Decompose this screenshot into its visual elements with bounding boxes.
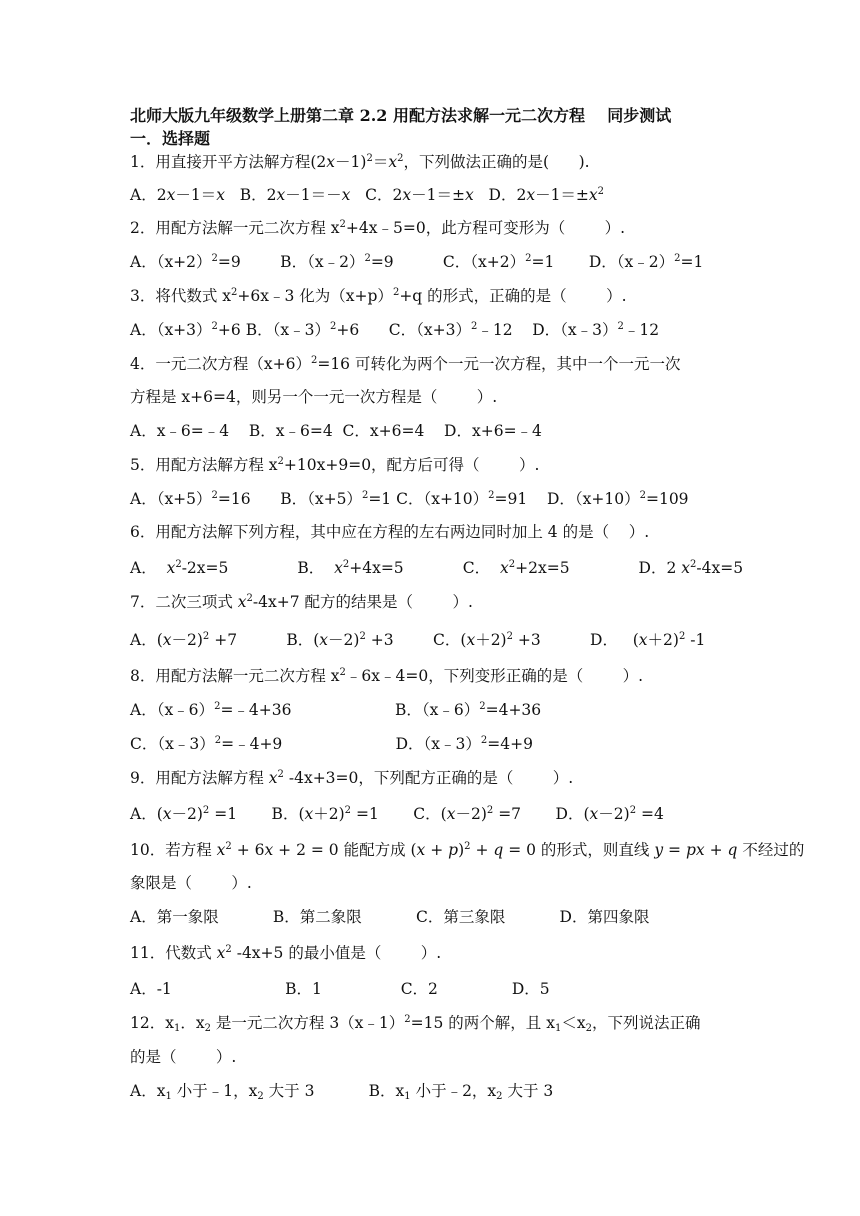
text-line: 7．二次三项式 $x^2-4x+7$ 配方的结果是（ ）. [130, 593, 473, 611]
text-line: A．$(x-2)^2 =1$ B．$(x+2)^2 =1$ C．$(x-2)^2 =7$ D．$(x-2)^2 =4$ [130, 805, 664, 823]
text-line: A．$(x+3)^2+6$ B．（x﹣3）$^2$+6 C．$(x+3)^2﹣12$ D．（x﹣3）$^2$﹣12 [130, 321, 660, 339]
section-heading: 一．选择题 [130, 129, 211, 148]
text-line: 6．用配方法解下列方程，其中应在方程的左右两边同时加上 4 的是（ ）. [130, 523, 650, 541]
text-line: 8．用配方法解一元二次方程 $x^2﹣6x﹣4=0$，下列变形正确的是（ ）. [130, 667, 644, 685]
text-line: A． $x^2-2x=5$ B． $x^2+4x=5$ C． $x^2+2x=5$ D．2 $x^2-4x=5$ [130, 559, 744, 577]
text-line: 2．用配方法解一元二次方程 $x^2+4x﹣5=0$，此方程可变形为（ ）. [130, 219, 626, 237]
text-line: 的是（ ）. [130, 1048, 237, 1066]
document-title: 北师大版九年级数学上册第二章 2.2 用配方法求解一元二次方程 同步测试 [130, 106, 672, 125]
text-line: A．$(x+2)^2=9$ B．（x﹣2）$^2$=9 C．$(x+2)^2=1$ D．（x﹣2）$^2$=1 [130, 253, 704, 271]
text-line: A．（x﹣6）$^2$=﹣4+36 B．（x﹣6）$^2$=4+36 [130, 701, 542, 719]
text-line: 9．用配方法解方程 $x^2$ -4x+3=0，下列配方正确的是（ ）. [130, 769, 574, 787]
text-line: 方程是 x+6=4，则另一个一元一次方程是（ ）. [130, 388, 498, 406]
text-line: A．$(x-2)^2 +7$ B．$(x-2)^2 +3$ C．$(x+2)^2 +3$ D． $(x+2)^2$ -1 [130, 631, 706, 649]
text-line: A．2x－1＝x B．2x－1＝－x C．2x－1＝±x D．$2x-1=\pm x^2$ [130, 186, 605, 204]
text-line: 12．$x_1$．$x_2$ 是一元二次方程 3（x﹣1）$^2$=15 的两个解，且 $x_1<x_2$，下列说法正确 [130, 1014, 701, 1034]
text-line: 3．将代数式 $x^2+6x﹣3$ 化为$(x+p)^2+q$ 的形式，正确的是（ ）. [130, 287, 627, 305]
text-line: A．第一象限 B．第二象限 C．第三象限 D．第四象限 [130, 908, 650, 926]
text-line: A．$(x+5)^2=16$ B．$(x+5)^2=1$ C．$(x+10)^2=91$ D．$(x+10)^2=109$ [130, 490, 689, 508]
text-line: A．-1 B．1 C．2 D．5 [130, 980, 550, 998]
text-line: A．x﹣6=﹣4 B．x﹣6=4 C．x+6=4 D．x+6=﹣4 [130, 422, 542, 440]
text-line: 5．用配方法解方程 $x^2+10x+9=0$，配方后可得（ ）. [130, 456, 540, 474]
text-line: 象限是（ ）. [130, 874, 252, 892]
text-line: 10．若方程 $x^2 + 6x + 2 = 0$ 能配方成 $(x + p)^2 + q = 0$ 的形式，则直线 y = px + q 不经过的 [130, 841, 805, 859]
text-line: C．（x﹣3）$^2$=﹣4+9 D．（x﹣3）$^2$=4+9 [130, 735, 533, 753]
text-line: A．$x_1$ 小于﹣1，$x_2$ 大于 3 B．$x_1$ 小于﹣2，$x_2$ 大于 3 [130, 1082, 554, 1102]
text-line: 1．用直接开平方法解方程$(2x-1)^2=x^2$，下列做法正确的是( ). [130, 153, 590, 171]
text-line: 11．代数式 $x^2$ -4x+5 的最小值是（ ）. [130, 944, 442, 962]
text-line: 4．一元二次方程$(x+6)^2=16$ 可转化为两个一元一次方程，其中一个一元一次 [130, 355, 681, 373]
